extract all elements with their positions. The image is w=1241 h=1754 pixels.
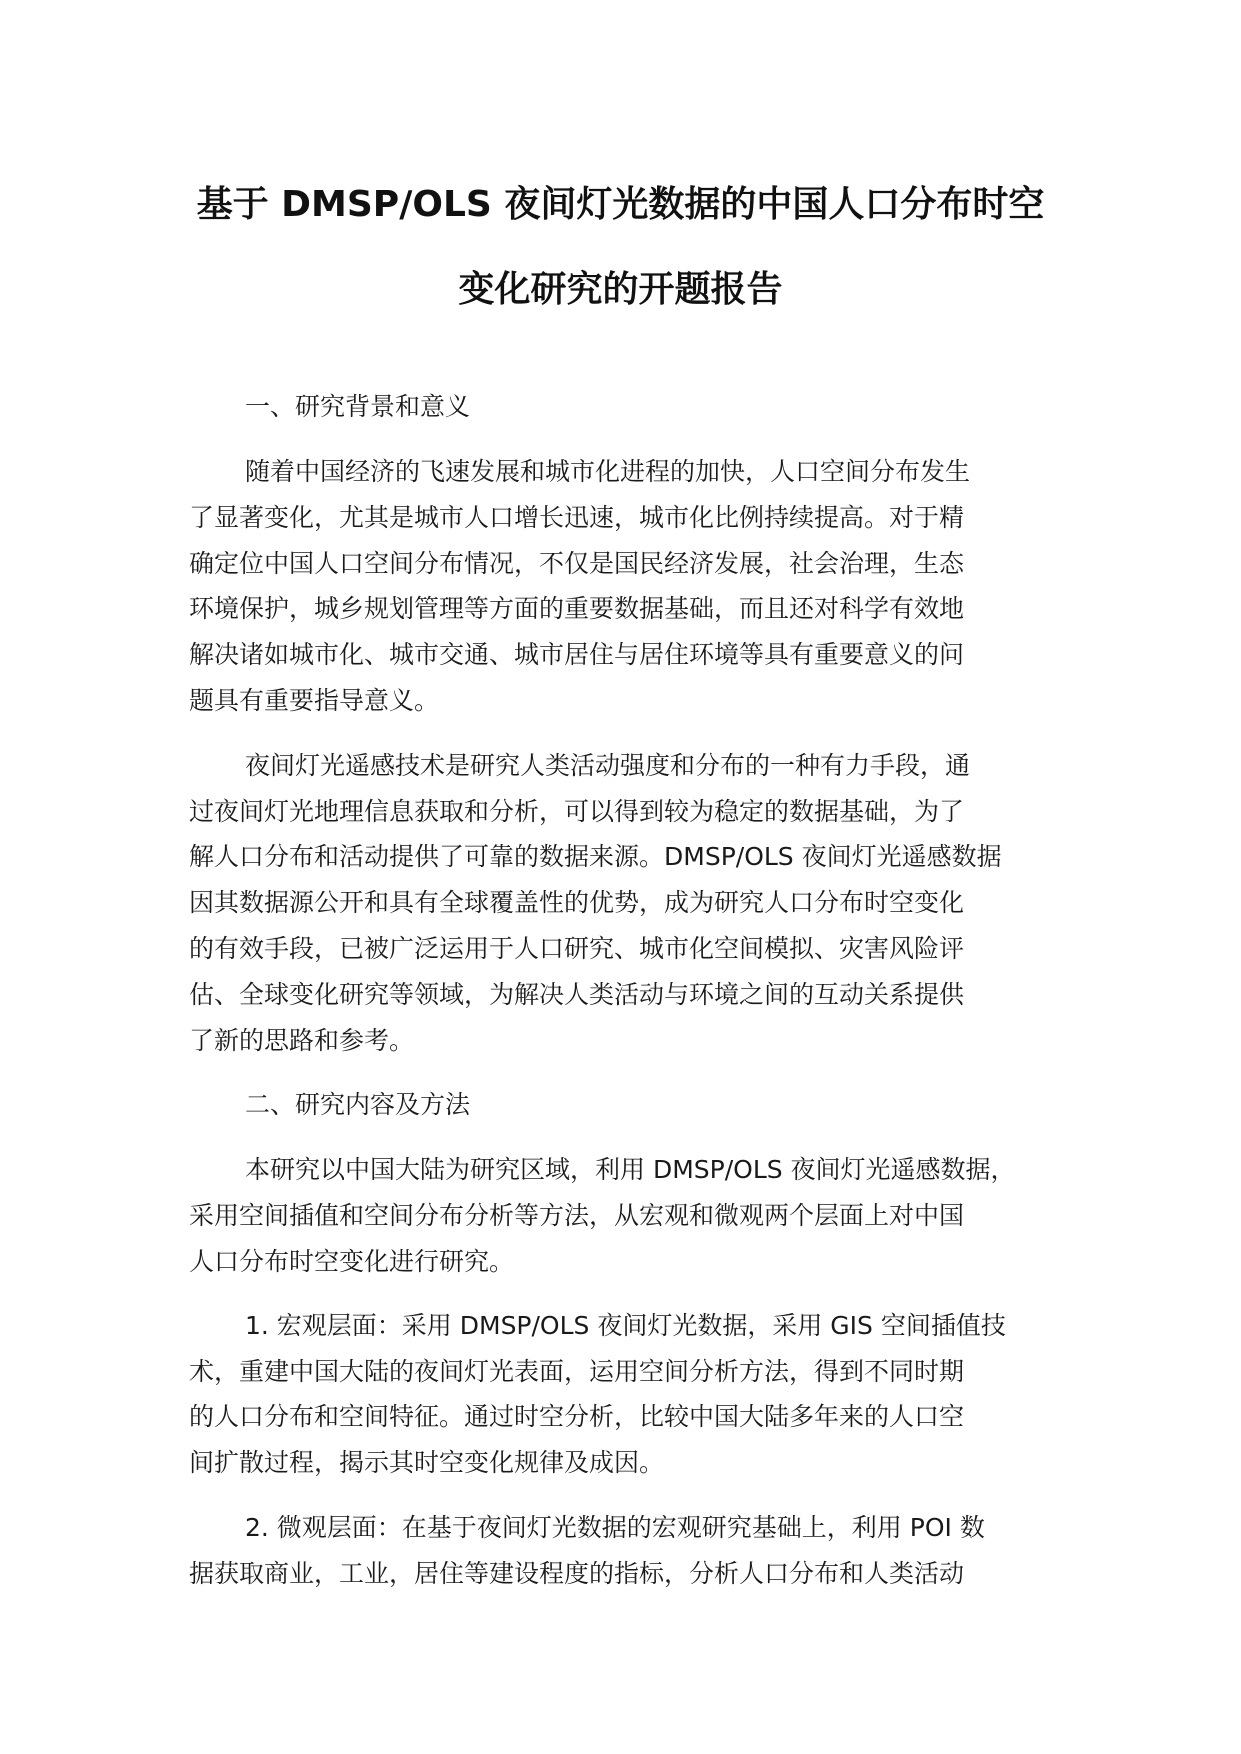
paragraph-line: 题具有重要指导意义。 [189,685,440,715]
paragraph-line: 过夜间灯光地理信息获取和分析，可以得到较为稳定的数据基础，为了 [189,796,965,826]
paragraph-line: 采用空间插值和空间分布分析等方法，从宏观和微观两个层面上对中国 [189,1201,965,1231]
paragraph-line: 据获取商业，工业，居住等建设程度的指标，分析人口分布和人类活动 [189,1558,965,1588]
paragraph-line: 环境保护，城乡规划管理等方面的重要数据基础，而且还对科学有效地 [189,594,965,624]
paragraph-line: 2. 微观层面：在基于夜间灯光数据的宏观研究基础上，利用 POI 数 [245,1512,985,1542]
paragraph-line: 随着中国经济的飞速发展和城市化进程的加快，人口空间分布发生 [245,457,971,486]
document-title-line-2: 变化研究的开题报告 [458,269,783,310]
paragraph-line: 估、全球变化研究等领域，为解决人类活动与环境之间的互动关系提供 [189,979,965,1009]
paragraph-line: 解决诸如城市化、城市交通、城市居住与居住环境等具有重要意义的问 [189,640,965,670]
paragraph-line: 确定位中国人口空间分布情况，不仅是国民经济发展，社会治理，生态 [189,548,965,578]
paragraph-line: 间扩散过程，揭示其时空变化规律及成因。 [189,1448,665,1478]
paragraph-line: 人口分布时空变化进行研究。 [189,1246,515,1276]
paragraph-line: 因其数据源公开和具有全球覆盖性的优势，成为研究人口分布时空变化 [189,888,965,918]
paragraph-line: 本研究以中国大陆为研究区域，利用 DMSP/OLS 夜间灯光遥感数据， [245,1155,1016,1185]
paragraph-background [189,449,1089,724]
paragraph-line: 解人口分布和活动提供了可靠的数据来源。DMSP/OLS 夜间灯光遥感数据 [189,842,1002,872]
paragraph-night-light [189,743,1089,1064]
paragraph-line: 术，重建中国大陆的夜间灯光表面，运用空间分析方法，得到不同时期 [189,1356,965,1386]
paragraph-micro-level [189,1505,1089,1597]
paragraph-line: 的人口分布和空间特征。通过时空分析，比较中国大陆多年来的人口空 [189,1402,965,1432]
paragraph-research-scope [189,1147,1089,1284]
paragraph-macro-level [189,1303,1089,1486]
paragraph-line: 夜间灯光遥感技术是研究人类活动强度和分布的一种有力手段，通 [245,750,971,780]
paragraph-line: 1. 宏观层面：采用 DMSP/OLS 夜间灯光数据，采用 GIS 空间插值技 [245,1310,1006,1340]
document-body [189,384,1089,1616]
section-heading-background: 一、研究背景和意义 [245,392,471,421]
document-title-line-1: 基于 DMSP/OLS 夜间灯光数据的中国人口分布时空 [196,184,1045,225]
paragraph-line: 了新的思路和参考。 [189,1025,415,1055]
paragraph-line: 的有效手段，已被广泛运用于人口研究、城市化空间模拟、灾害风险评 [189,933,965,963]
paragraph-line: 了显著变化，尤其是城市人口增长迅速，城市化比例持续提高。对于精 [189,502,965,532]
section-heading-content-methods: 二、研究内容及方法 [245,1090,471,1120]
